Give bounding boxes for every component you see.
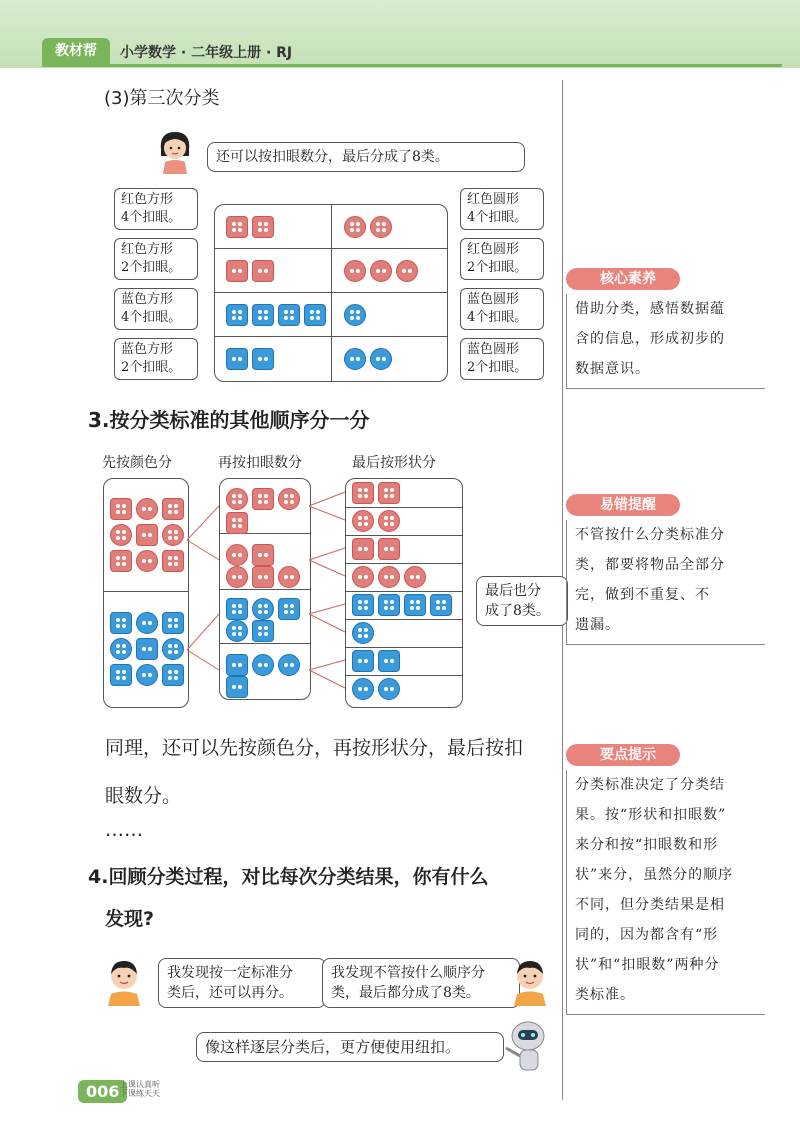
button-blue-square-4: [278, 304, 300, 326]
button-blue-circle-4: [226, 620, 248, 642]
sidebar-core: 核心素养 借助分类，感悟数据蕴 含的信息，形成初步的 数据意识。: [566, 268, 765, 389]
button-blue-square-4: [304, 304, 326, 326]
girl-speech-bubble: 还可以按扣眼数分，最后分成了8类。: [207, 142, 525, 172]
page-number: 006: [78, 1080, 127, 1103]
button-red-circle-4: [162, 524, 184, 546]
button-blue-circle-2: [278, 654, 300, 676]
button-red-circle-4: [110, 524, 132, 546]
sidebar-core-head: 核心素养: [566, 268, 680, 290]
button-blue-square-4: [278, 598, 300, 620]
button-red-circle-4: [378, 510, 400, 532]
sidebar-tip: 要点提示 分类标准决定了分类结 果。按“形状和扣眼数” 来分和按“扣眼数和形 状”来分，虽然分的顺序 不同，但分类结果是相 同的，因为都含有“形 状”和“扣眼数”两种分 类标准。: [566, 744, 765, 1015]
button-blue-square-4: [226, 598, 248, 620]
button-red-circle-2: [352, 566, 374, 588]
button-red-square-4: [252, 488, 274, 510]
button-red-square-4: [352, 482, 374, 504]
button-red-square-4: [110, 498, 132, 520]
button-red-circle-2: [370, 260, 392, 282]
button-blue-square-2: [252, 348, 274, 370]
button-blue-square-4: [404, 594, 426, 616]
label-red-square-4: 红色方形 4个扣眼。: [114, 188, 198, 230]
button-red-square-4: [226, 512, 248, 534]
boy-avatar-right: [508, 956, 552, 1006]
col1-heading: 先按颜色分: [102, 455, 172, 471]
button-blue-circle-2: [378, 678, 400, 700]
button-red-square-2: [226, 260, 248, 282]
button-red-square-4: [378, 482, 400, 504]
button-blue-circle-2: [352, 678, 374, 700]
button-blue-circle-4: [252, 598, 274, 620]
label-blue-square-4: 蓝色方形 4个扣眼。: [114, 288, 198, 330]
button-blue-square-2: [226, 348, 248, 370]
part3-title: (3)第三次分类: [104, 88, 220, 109]
button-red-square-4: [252, 216, 274, 238]
button-red-circle-2: [226, 566, 248, 588]
button-blue-circle-2: [370, 348, 392, 370]
button-red-square-2: [252, 544, 274, 566]
label-red-square-2: 红色方形 2个扣眼。: [114, 238, 198, 280]
boy-left-speech: 我发现按一定标准分 类后，还可以再分。: [158, 958, 326, 1008]
button-red-circle-2: [278, 566, 300, 588]
button-blue-circle-2: [344, 348, 366, 370]
sec3-text-line2: 眼数分。: [105, 785, 182, 807]
button-blue-square-4: [378, 594, 400, 616]
button-red-square-2: [378, 538, 400, 560]
button-red-square-2: [136, 524, 158, 546]
button-red-circle-4: [278, 488, 300, 510]
button-red-square-2: [352, 538, 374, 560]
button-blue-square-4: [252, 304, 274, 326]
button-red-square-4: [110, 550, 132, 572]
button-blue-square-2: [136, 638, 158, 660]
button-red-circle-4: [370, 216, 392, 238]
button-blue-square-2: [352, 650, 374, 672]
boy-right-speech: 我发现不管按什么顺序分 类，最后都分成了8类。: [322, 958, 520, 1008]
section3-title: 3.按分类标准的其他顺序分一分: [88, 408, 370, 432]
button-blue-square-4: [110, 664, 132, 686]
button-red-circle-2: [404, 566, 426, 588]
sidebar-tip-head: 要点提示: [566, 744, 680, 766]
button-blue-circle-2: [136, 612, 158, 634]
button-blue-square-2: [378, 650, 400, 672]
section4-title-line1: 4.回顾分类过程，对比每次分类结果，你有什么: [88, 866, 489, 888]
button-red-circle-4: [344, 216, 366, 238]
col3-heading: 最后按形状分: [352, 455, 436, 471]
boy-avatar-left: [102, 956, 146, 1006]
button-blue-square-2: [226, 676, 248, 698]
label-blue-square-2: 蓝色方形 2个扣眼。: [114, 338, 198, 380]
button-red-square-4: [162, 550, 184, 572]
button-blue-square-4: [162, 612, 184, 634]
button-blue-square-4: [162, 664, 184, 686]
col2-heading: 再按扣眼数分: [218, 455, 302, 471]
button-blue-square-4: [352, 594, 374, 616]
sec3-ellipsis: ……: [105, 819, 143, 841]
button-red-circle-2: [344, 260, 366, 282]
sec3-text-line1: 同理，还可以先按颜色分，再按形状分，最后按扣: [105, 737, 524, 759]
button-blue-circle-4: [110, 638, 132, 660]
button-red-square-2: [252, 566, 274, 588]
button-blue-circle-4: [352, 622, 374, 644]
girl-avatar: [155, 128, 195, 174]
button-red-circle-4: [352, 510, 374, 532]
robot-speech: 像这样逐层分类后，更方便使用纽扣。: [196, 1032, 504, 1062]
button-blue-circle-4: [344, 304, 366, 326]
button-blue-square-4: [430, 594, 452, 616]
sidebar-warn: 易错提醒 不管按什么分类标准分 类，都要将物品全部分 完，做到不重复、不 遗漏。: [566, 494, 765, 645]
label-blue-circle-2: 蓝色圆形 2个扣眼。: [460, 338, 544, 380]
button-red-square-4: [226, 216, 248, 238]
button-red-circle-2: [136, 498, 158, 520]
header-rule: [42, 64, 782, 67]
button-red-circle-2: [226, 544, 248, 566]
robot-icon: [500, 1018, 552, 1074]
sort-grid-8: [214, 204, 448, 382]
label-blue-circle-4: 蓝色圆形 4个扣眼。: [460, 288, 544, 330]
button-red-circle-2: [396, 260, 418, 282]
button-blue-square-4: [252, 620, 274, 642]
header-tab: 教材帮: [42, 38, 110, 64]
result-bubble: 最后也分 成了8类。: [476, 576, 568, 626]
header-title: 小学数学 · 二年级上册 · RJ: [120, 45, 293, 61]
section4-title-line2: 发现?: [105, 908, 155, 930]
button-blue-circle-2: [136, 664, 158, 686]
button-red-circle-4: [226, 488, 248, 510]
button-red-circle-2: [136, 550, 158, 572]
button-blue-circle-4: [162, 638, 184, 660]
button-blue-square-4: [226, 304, 248, 326]
button-blue-square-2: [226, 654, 248, 676]
button-red-circle-2: [378, 566, 400, 588]
button-blue-square-4: [110, 612, 132, 634]
button-blue-circle-2: [252, 654, 274, 676]
label-red-circle-4: 红色圆形 4个扣眼。: [460, 188, 544, 230]
footer-note: 上课认真听 下课练天天: [120, 1080, 160, 1098]
sidebar-warn-head: 易错提醒: [566, 494, 680, 516]
button-red-square-2: [252, 260, 274, 282]
label-red-circle-2: 红色圆形 2个扣眼。: [460, 238, 544, 280]
button-red-square-4: [162, 498, 184, 520]
